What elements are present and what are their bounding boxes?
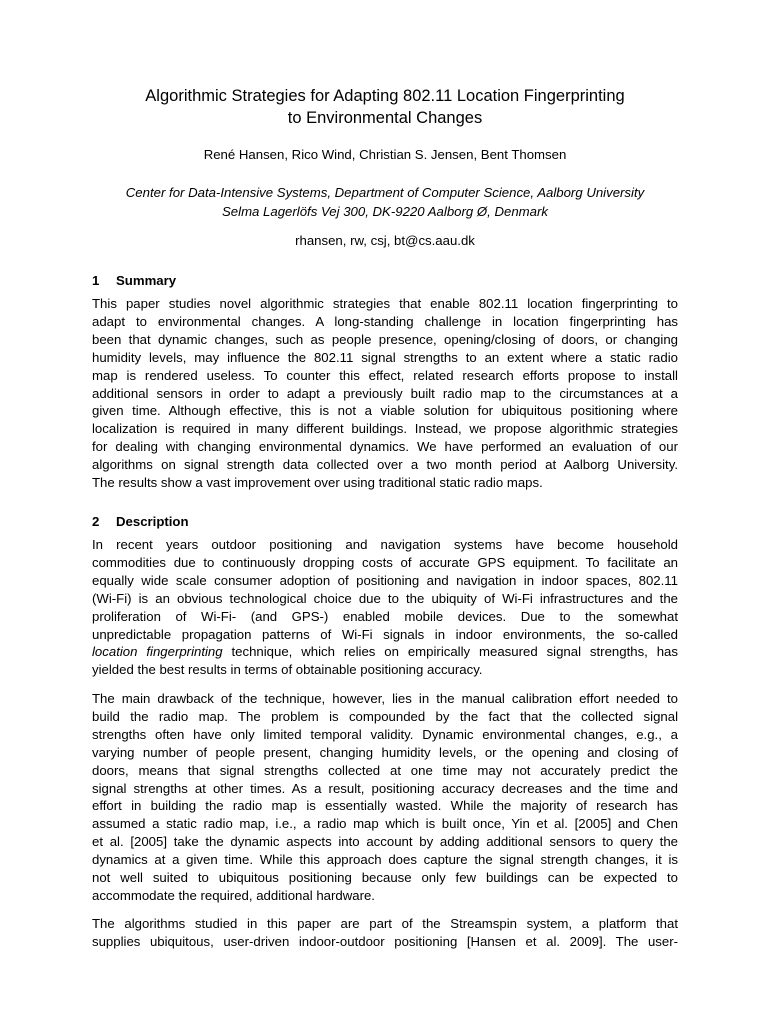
text-line: proliferation of Wi-Fi- (and GPS-) enabled mobile devices. Due to the somewhat	[92, 608, 678, 624]
affiliation-line-1: Center for Data-Intensive Systems, Department of Computer Science, Aalborg University	[125, 185, 645, 200]
text-fragment: technique, which relies on empirically measured signal strengths, has	[222, 644, 678, 660]
text-line	[92, 643, 678, 661]
text-line: The main drawback of the technique, however, lies in the manual calibration effort needed to	[92, 691, 678, 706]
text-line: algorithms on signal strength data collected over a two month period at Aalborg University.	[92, 457, 678, 473]
paper-title-line-2: to Environmental Changes	[287, 109, 483, 127]
summary-paragraph	[92, 295, 678, 492]
description-paragraph-1	[92, 536, 678, 679]
text-line: strengths often have only limited temporal validity. Dynamic environmental changes, e.g., a	[92, 726, 678, 742]
text-line: signal strengths at other times. As a result, positioning accuracy decreases and the time and	[92, 780, 678, 796]
text-line: assumed a static radio map, i.e., a radio map which is built once, Yin et al. [2005] and Chen	[92, 816, 678, 832]
section-number: 2	[92, 514, 100, 529]
text-line: humidity levels, may influence the 802.11 signal strengths to an extent where a static radio	[92, 349, 678, 365]
author-list: René Hansen, Rico Wind, Christian S. Jensen, Bent Thomsen	[203, 147, 567, 162]
text-line: The algorithms studied in this paper are part of the Streamspin system, a platform that	[92, 916, 678, 931]
text-line: for dealing with changing environmental dynamics. We have performed an evaluation of our	[92, 439, 678, 455]
text-line: The results show a vast improvement over using traditional static radio maps.	[92, 475, 543, 491]
text-line: supplies ubiquitous, user-driven indoor-outdoor positioning [Hansen et al. 2009]. The user-	[92, 933, 678, 949]
text-line: additional sensors in order to adapt a previously built radio map to the circumstances at a	[92, 385, 678, 401]
text-line: map is rendered useless. To counter this effect, related research efforts propose to install	[92, 367, 678, 383]
description-paragraph-2	[92, 690, 678, 905]
text-line: effort in building the radio map is essentially wasted. While the majority of research has	[92, 798, 678, 814]
text-line: given time. Although effective, this is not a viable solution for ubiquitous positioning where	[92, 403, 678, 419]
text-line: been that dynamic changes, such as people presence, opening/closing of doors, or changing	[92, 331, 678, 347]
text-line: This paper studies novel algorithmic strategies that enable 802.11 location fingerprinting to	[92, 296, 678, 311]
description-paragraph-3	[92, 915, 678, 951]
section-heading-description	[92, 513, 189, 530]
text-line: dynamics at a given time. While this approach does capture the signal strength changes, it is	[92, 852, 678, 868]
text-line: (Wi-Fi) is an obvious technological choice due to the ubiquity of Wi-Fi infrastructures and the	[92, 590, 678, 606]
text-line: varying number of people present, changing humidity levels, or the opening and closing of	[92, 744, 678, 760]
paper-title-line-1: Algorithmic Strategies for Adapting 802.11 Location Fingerprinting	[145, 87, 625, 105]
section-heading-summary	[92, 272, 176, 289]
text-line: yielded the best results in terms of obtainable positioning accuracy.	[92, 662, 483, 678]
section-number: 1	[92, 273, 100, 288]
text-line: et al. [2005] take the dynamic aspects into account by adding additional sensors to query the	[92, 834, 678, 850]
text-line: accommodate the required, additional hardware.	[92, 887, 375, 903]
text-line: localization is required in many different buildings. Instead, we propose algorithmic strategies	[92, 421, 678, 437]
affiliation	[92, 183, 678, 221]
text-line: equally wide scale consumer adoption of positioning and navigation in indoor spaces, 802.11	[92, 572, 678, 588]
section-title: Description	[116, 514, 189, 529]
text-line: build the radio map. The problem is compounded by the fact that the collected signal	[92, 708, 678, 724]
paper-title	[92, 85, 678, 129]
text-line: adapt to environmental changes. A long-standing challenge in location fingerprinting has	[92, 313, 678, 329]
text-line: In recent years outdoor positioning and navigation systems have become household	[92, 537, 678, 552]
contact-email: rhansen, rw, csj, bt@cs.aau.dk	[295, 233, 475, 248]
section-title: Summary	[116, 273, 177, 288]
affiliation-line-2: Selma Lagerlöfs Vej 300, DK-9220 Aalborg Ø, Denmark	[222, 204, 548, 219]
italic-term: location fingerprinting	[92, 644, 223, 660]
text-line: commodities due to continuously dropping costs of accurate GPS equipment. To facilitate an	[92, 554, 678, 570]
text-line: not well suited to ubiquitous positioning because only few buildings can be expected to	[92, 870, 678, 886]
text-line: unpredictable propagation patterns of Wi-Fi signals in indoor environments, the so-called	[92, 626, 678, 642]
text-line: doors, means that signal strengths collected at one time may not accurately predict the	[92, 762, 678, 778]
